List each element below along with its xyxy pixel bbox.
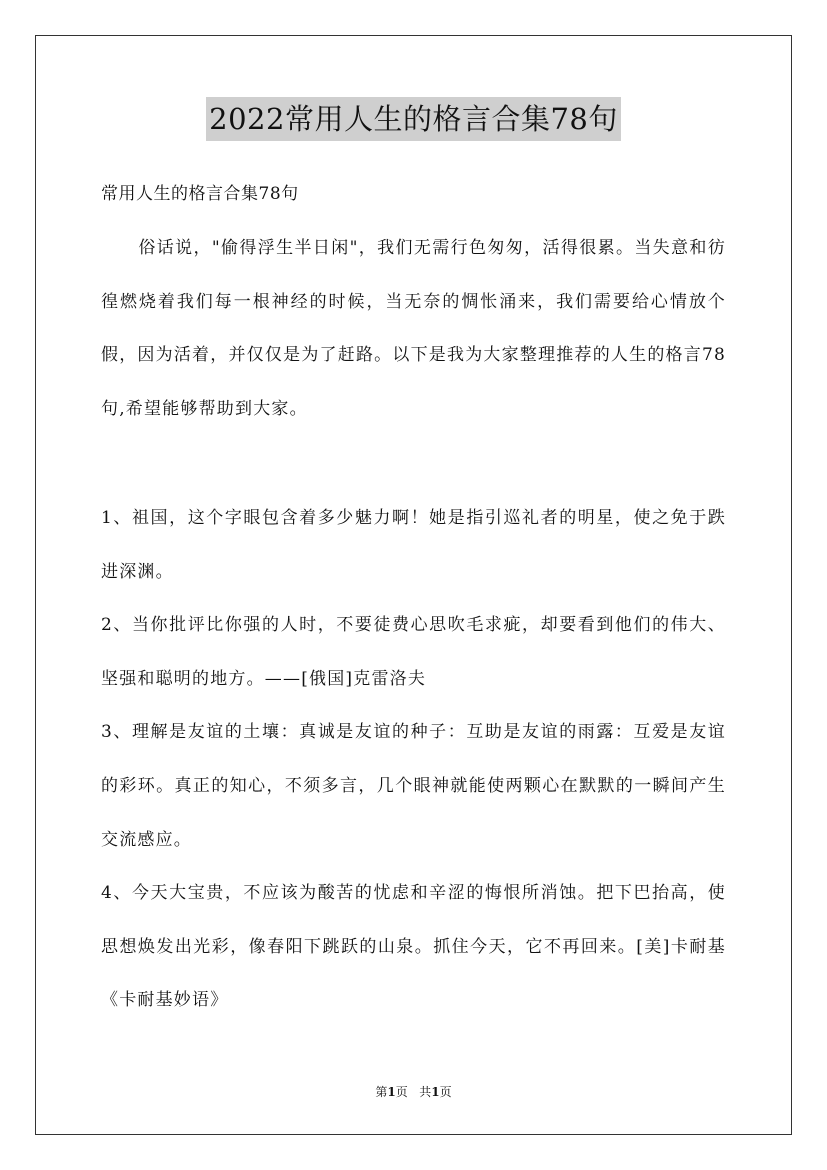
intro-paragraph: 俗话说，"偷得浮生半日闲"，我们无需行色匆匆，活得很累。当失意和彷徨燃烧着我们每一根神经的时候，当无奈的惆怅涌来，我们需要给心情放个假，因为活着，并仅仅是为了赶路。以下是我为大家整理推荐的人生的格言78句,希望能够帮助到大家。 [101,238,726,419]
total-prefix: 共 [419,1085,432,1099]
quote-list [101,492,726,1028]
quote-item-2: 2、当你批评比你强的人时，不要徒费心思吹毛求疵，却要看到他们的伟大、坚强和聪明的地方。——[俄国]克雷洛夫 [101,615,726,689]
document-title: 2022常用人生的格言合集78句 [206,97,621,141]
page-suffix: 页 [395,1085,408,1099]
page-prefix: 第 [375,1085,388,1099]
page-number: 1 [387,1085,396,1099]
total-suffix: 页 [439,1085,452,1099]
page-footer [0,1083,827,1101]
quote-item-3: 3、理解是友谊的土壤：真诚是友谊的种子：互助是友谊的雨露：互爱是友谊的彩环。真正的知心，不须多言，几个眼神就能使两颗心在默默的一瞬间产生交流感应。 [101,722,726,850]
total-pages: 1 [431,1085,440,1099]
quote-item-4: 4、今天大宝贵，不应该为酸苦的忧虑和辛涩的悔恨所消蚀。把下巴抬高，使思想焕发出光彩，像春阳下跳跃的山泉。抓住今天，它不再回来。[美]卡耐基《卡耐基妙语》 [101,883,726,1011]
quote-item-1: 1、祖国，这个字眼包含着多少魅力啊！她是指引巡礼者的明星，使之免于跌进深渊。 [101,508,726,582]
title-container [0,97,827,141]
document-subtitle: 常用人生的格言合集78句 [101,184,299,204]
